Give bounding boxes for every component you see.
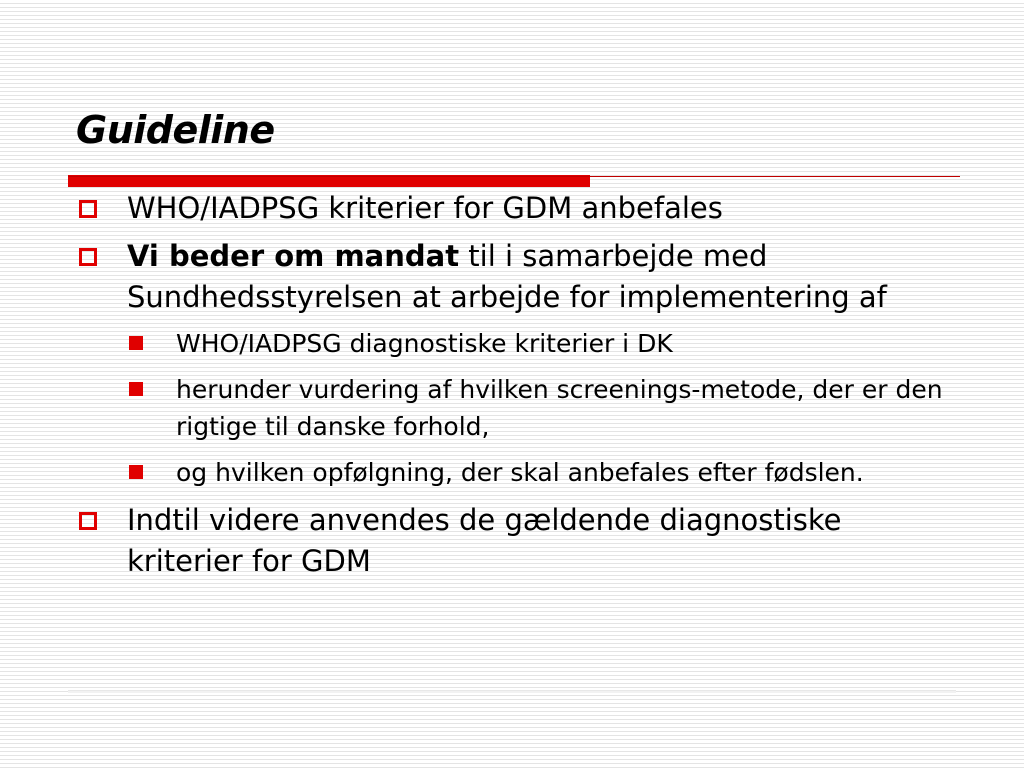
sub-bullet-item xyxy=(76,454,956,491)
hollow-square-bullet-icon xyxy=(79,200,97,218)
bullet-text: WHO/IADPSG kriterier for GDM anbefales xyxy=(127,191,723,225)
sub-bullet-text: og hvilken opfølgning, der skal anbefales efter fødslen. xyxy=(176,458,864,487)
slide-title: Guideline xyxy=(76,108,275,152)
hollow-square-bullet-icon xyxy=(79,248,97,266)
bullet-item xyxy=(76,188,956,229)
bullet-item xyxy=(76,500,956,582)
sub-bullet-text: herunder vurdering af hvilken screenings-metode, der er den rigtige til danske forhold, xyxy=(176,375,943,441)
sub-bullet-item xyxy=(76,325,956,362)
solid-square-bullet-icon xyxy=(129,382,143,396)
solid-square-bullet-icon xyxy=(129,336,143,350)
sub-bullet-item xyxy=(76,371,956,445)
bullet-text: Indtil videre anvendes de gældende diagnostiske kriterier for GDM xyxy=(127,503,842,578)
bullet-list xyxy=(76,188,956,589)
title-underline xyxy=(68,176,960,177)
hollow-square-bullet-icon xyxy=(79,512,97,530)
bullet-bold-text: Vi beder om mandat xyxy=(127,239,460,273)
bullet-item xyxy=(76,236,956,318)
sub-bullet-text: WHO/IADPSG diagnostiske kriterier i DK xyxy=(176,329,673,358)
solid-square-bullet-icon xyxy=(129,465,143,479)
footer-divider xyxy=(68,690,956,693)
bullet-text: til i samarbejde med Sundhedsstyrelsen at arbejde for implementering af xyxy=(127,239,887,314)
sub-bullet-list xyxy=(76,325,956,491)
